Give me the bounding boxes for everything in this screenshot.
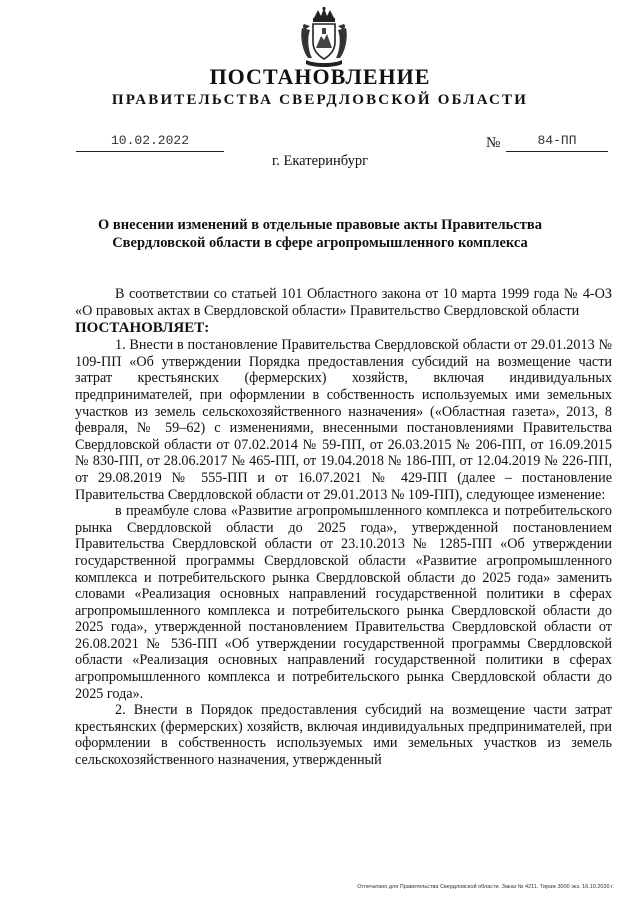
paragraph-1: 1. Внести в постановление Правительства Свердловской области от 29.01.2013 № 109-ПП «Об утверждении Порядка предоставления субсидий на возмещение части затрат крестьянских (фермерских) хозяйств, включая индивидуальных предпринимателей, при оформлении в собственность используемых ими земельных участков из земель сельскохозяйственного назначения» («Областная газета», 2013, 8 февраля, № 59–62) с изменениями, внесенными постановлениями Правительства Свердловской области от 07.02.2014 № 59-ПП, от 26.03.2015 № 206-ПП, от 16.09.2015 № 830-ПП, от 28.06.2017 № 465-ПП, от 19.04.2018 № 186-ПП, от 12.04.2019 № 226-ПП, от 29.08.2019 № 555-ПП и от 16.07.2021 № 429-ПП (далее – постановление Правительства Свердловской области от 29.01.2013 № 109-ПП), следующее изменение:	[75, 337, 612, 503]
intro-paragraph: В соответствии со статьей 101 Областного закона от 10 марта 1999 года № 4-ОЗ «О правовых актах в Свердловской области» Правительство Свердловской области	[75, 286, 612, 319]
print-footer: Отпечатано для Правительства Свердловской области. Заказ № 4211. Тираж 3000 экз. 16.10.2020 г.	[357, 884, 614, 890]
document-date: 10.02.2022	[76, 133, 224, 152]
document-number: 84-ПП	[506, 133, 608, 152]
number-sign: №	[486, 135, 501, 151]
document-body	[75, 286, 612, 769]
coat-of-arms-icon	[298, 6, 350, 70]
issuing-city: г. Екатеринбург	[271, 153, 369, 169]
paragraph-preamble-amendment: в преамбуле слова «Развитие агропромышленного комплекса и потребительского рынка Свердловской области до 2025 года», утвержденной постановлением Правительства Свердловской области от 23.10.2013 № 1285-ПП «Об утверждении государственной программы Свердловской области «Развитие агропромышленного комплекса и потребительского рынка Свердловской области до 2025 года» заменить словами «Реализация основных направлений государственной политики в сферах агропромышленного комплекса и потребительского рынка Свердловской области до 2025 года», утвержденной постановлением Правительства Свердловской области от 26.08.2021 № 536-ПП «Об утверждении государственной программы Свердловской области «Реализация основных направлений государственной политики в сферах агропромышленного комплекса и потребительского рынка Свердловской области до 2025 года».	[75, 503, 612, 702]
paragraph-2: 2. Внести в Порядок предоставления субсидий на возмещение части затрат крестьянских (фермерских) хозяйств, включая индивидуальных предпринимателей, при оформлении в собственность используемых ими земельных участков из земель сельскохозяйственного назначения, утвержденный	[75, 702, 612, 769]
document-type-title: ПОСТАНОВЛЕНИЕ	[209, 64, 431, 89]
decree-heading: ПОСТАНОВЛЯЕТ:	[75, 320, 210, 337]
issuing-authority: ПРАВИТЕЛЬСТВА СВЕРДЛОВСКОЙ ОБЛАСТИ	[111, 92, 529, 108]
act-title: О внесении изменений в отдельные правовые акты Правительства Свердловской области в сфере агропромышленного комплекса	[98, 217, 542, 251]
